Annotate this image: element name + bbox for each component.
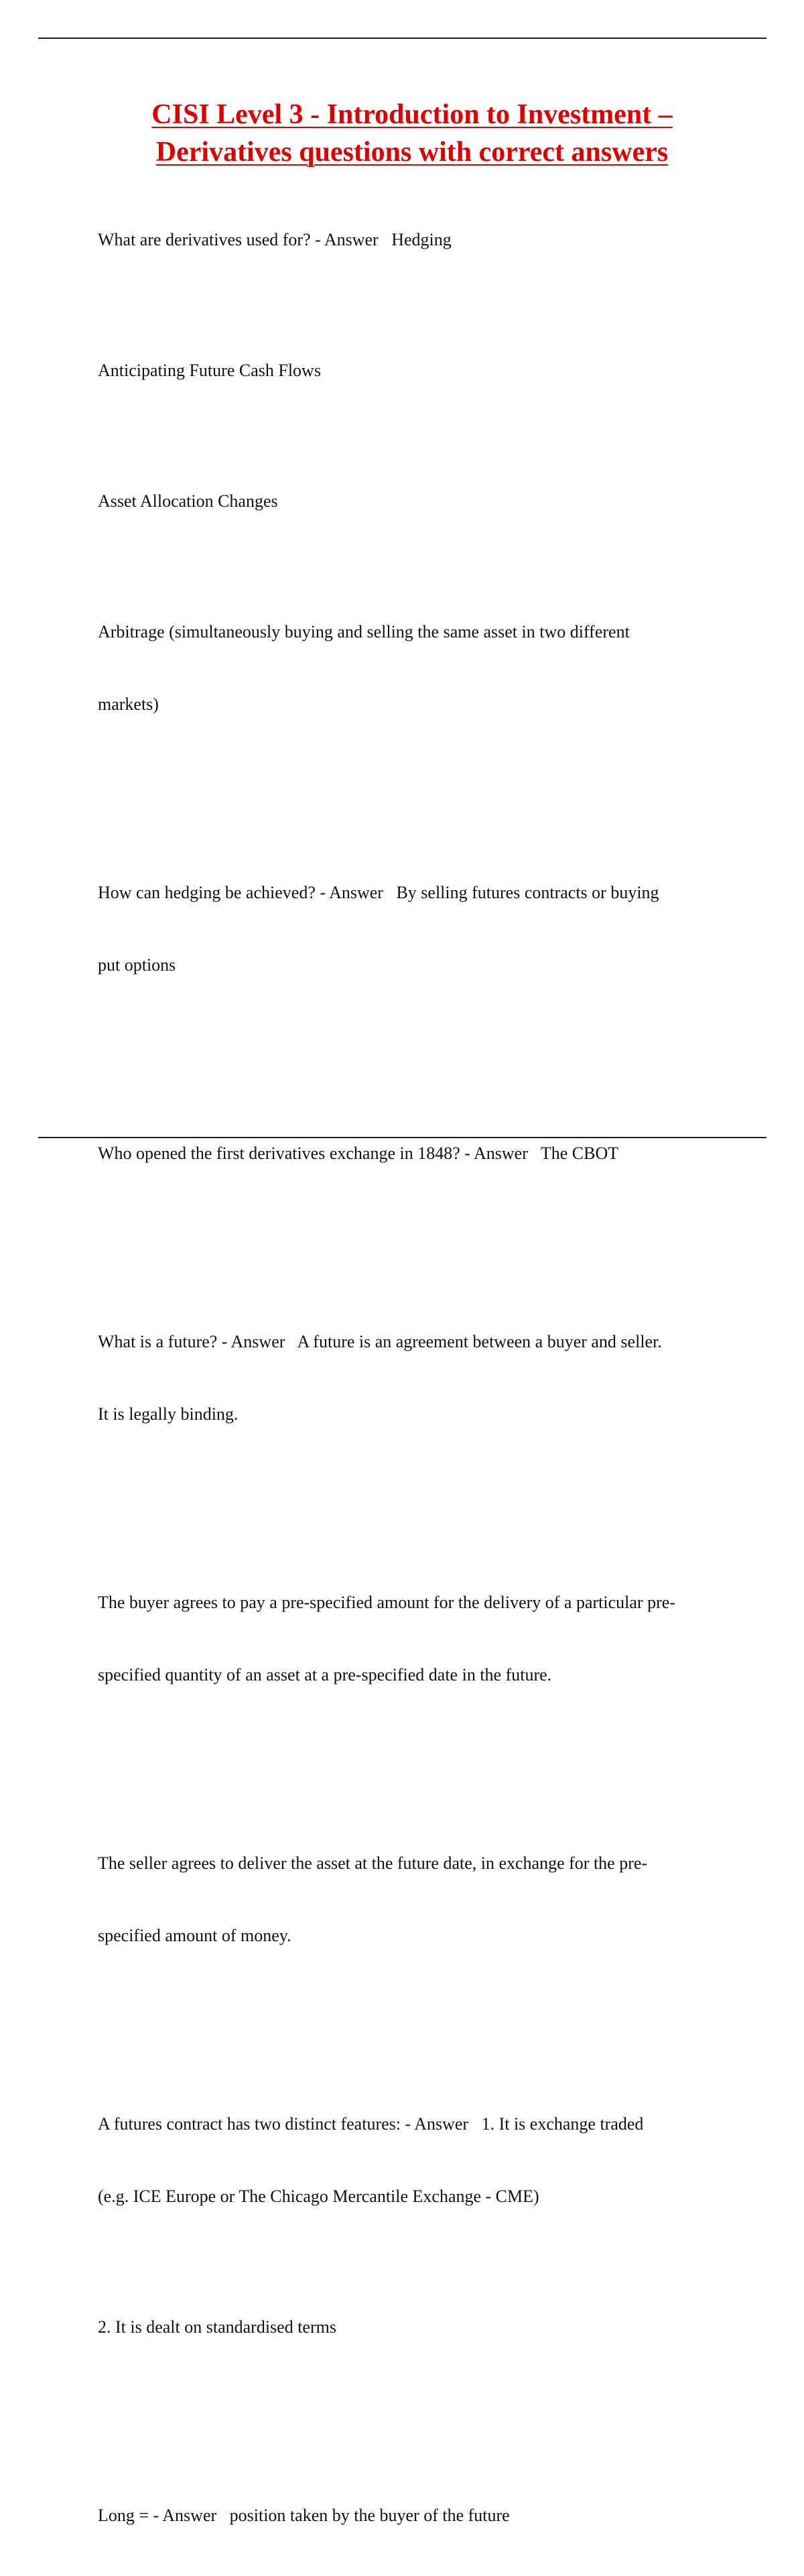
paragraph-line: Long = - Answer position taken by the buyer of the future bbox=[98, 2506, 510, 2525]
paragraph-line: Asset Allocation Changes bbox=[98, 491, 278, 511]
qa-paragraph bbox=[98, 310, 728, 431]
paragraph-line: put options bbox=[98, 955, 176, 975]
paragraph-line: (e.g. ICE Europe or The Chicago Mercantile Exchange - CME) bbox=[98, 2187, 539, 2206]
paragraph-line: What is a future? - Answer A future is an agreement between a buyer and seller. bbox=[98, 1332, 662, 1351]
title-line-2: Derivatives questions with correct answers bbox=[155, 137, 669, 168]
top-rule bbox=[38, 38, 766, 39]
qa-content bbox=[98, 180, 728, 2576]
qa-paragraph bbox=[98, 2267, 728, 2388]
paragraph-line: A futures contract has two distinct features: - Answer 1. It is exchange traded bbox=[98, 2114, 644, 2134]
paragraph-line: markets) bbox=[98, 694, 159, 714]
qa-paragraph bbox=[98, 1542, 728, 1735]
qa-paragraph bbox=[98, 2064, 728, 2257]
paragraph-line: Who opened the first derivatives exchange in 1848? - Answer The CBOT bbox=[98, 1144, 619, 1163]
qa-paragraph bbox=[98, 2455, 728, 2576]
paragraph-line: What are derivatives used for? - Answer Hedging bbox=[98, 230, 452, 249]
qa-paragraph bbox=[98, 1093, 728, 1214]
paragraph-line: specified quantity of an asset at a pre-specified date in the future. bbox=[98, 1665, 552, 1684]
qa-paragraph bbox=[98, 833, 728, 1026]
paragraph-line: Arbitrage (simultaneously buying and selling the same asset in two different bbox=[98, 622, 630, 641]
paragraph-line: The buyer agrees to pay a pre-specified amount for the delivery of a particular pre- bbox=[98, 1593, 675, 1612]
paragraph-line: It is legally binding. bbox=[98, 1404, 239, 1424]
paragraph-line: How can hedging be achieved? - Answer By selling futures contracts or buying bbox=[98, 883, 659, 902]
paragraph-line: Anticipating Future Cash Flows bbox=[98, 361, 321, 380]
document-title bbox=[80, 96, 744, 171]
paragraph-line: The seller agrees to deliver the asset at the future date, in exchange for the pre- bbox=[98, 1853, 648, 1873]
qa-paragraph bbox=[98, 441, 728, 562]
paragraph-line: specified amount of money. bbox=[98, 1926, 291, 1945]
qa-paragraph bbox=[98, 572, 728, 765]
qa-paragraph bbox=[98, 1282, 728, 1475]
paragraph-line: 2. It is dealt on standardised terms bbox=[98, 2317, 336, 2337]
qa-paragraph bbox=[98, 180, 728, 300]
bottom-rule bbox=[38, 1137, 766, 1138]
title-line-1: CISI Level 3 - Introduction to Investment – bbox=[151, 99, 673, 130]
qa-paragraph bbox=[98, 1803, 728, 1996]
